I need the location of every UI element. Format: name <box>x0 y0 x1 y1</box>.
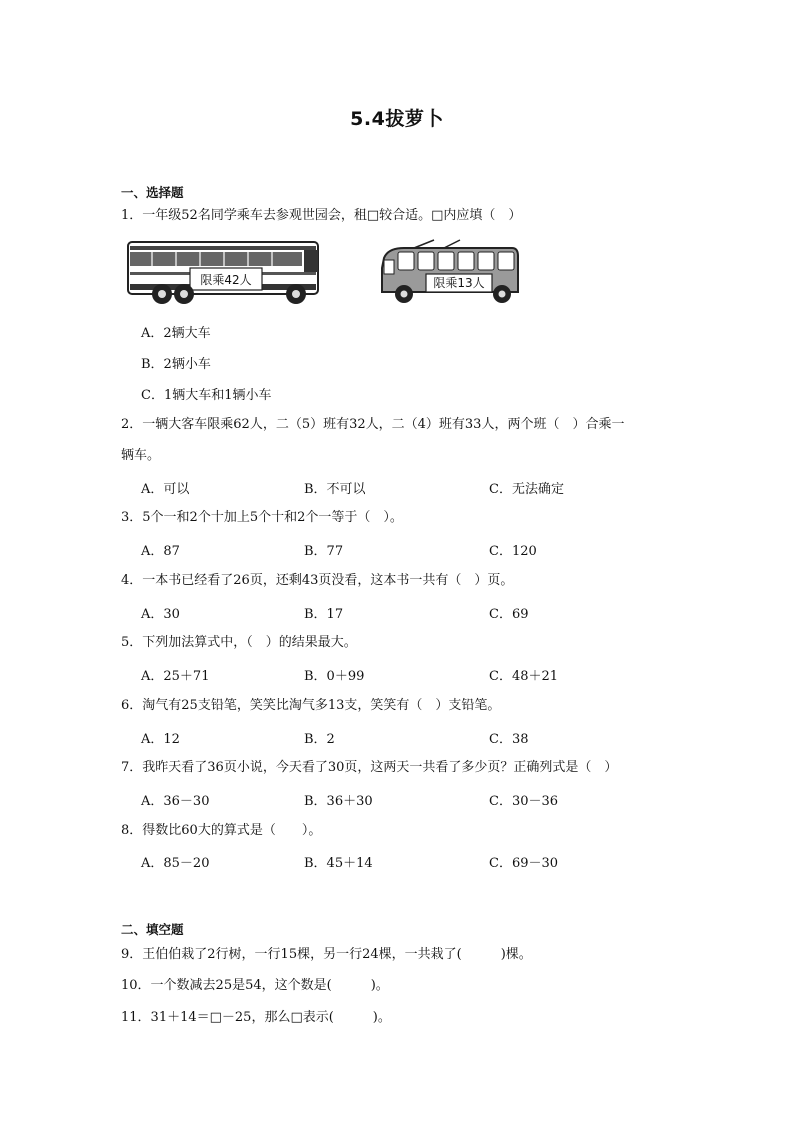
small-bus-sign: 限乘13人 <box>433 276 485 290</box>
question-6: 6．淘气有25支铅笔，笑笑比淘气多13支，笑笑有（ ）支铅笔。 <box>121 698 501 713</box>
q5-option-b: B．0＋99 <box>304 669 365 684</box>
section-heading-choice: 一、选择题 <box>121 185 184 200</box>
question-11: 11．31＋14＝□－25，那么□表示( )。 <box>121 1010 391 1025</box>
q7-option-b: B．36＋30 <box>304 794 373 809</box>
q1-option-b: B．2辆小车 <box>141 357 211 372</box>
q2-option-c: C．无法确定 <box>489 482 564 497</box>
q4-option-a: A．30 <box>141 607 180 622</box>
question-8: 8．得数比60大的算式是（ ）。 <box>121 823 322 838</box>
q3-option-b: B．77 <box>304 544 344 559</box>
question-4: 4．一本书已经看了26页，还剩43页没看，这本书一共有（ ）页。 <box>121 573 514 588</box>
q7-option-a: A．36－30 <box>141 794 210 809</box>
question-5: 5．下列加法算式中，（ ）的结果最大。 <box>121 635 357 650</box>
q4-option-b: B．17 <box>304 607 344 622</box>
question-7: 7．我昨天看了36页小说，今天看了30页，这两天一共看了多少页？正确列式是（ ） <box>121 760 618 775</box>
question-3: 3．5个一和2个十加上5个十和2个一等于（ ）。 <box>121 510 403 525</box>
page-title: 5.4拔萝卜 <box>350 108 444 130</box>
q8-option-c: C．69－30 <box>489 856 559 871</box>
q5-option-c: C．48＋21 <box>489 669 559 684</box>
q5-option-a: A．25＋71 <box>141 669 210 684</box>
question-1: 1．一年级52名同学乘车去参观世园会，租□较合适。□内应填（ ） <box>121 208 522 223</box>
big-bus-sign: 限乘42人 <box>200 273 252 287</box>
q8-option-a: A．85－20 <box>141 856 210 871</box>
q6-option-a: A．12 <box>141 732 180 747</box>
question-9: 9．王伯伯栽了2行树，一行15棵，另一行24棵，一共栽了( )棵。 <box>121 947 532 962</box>
q8-option-b: B．45＋14 <box>304 856 373 871</box>
small-bus-image <box>374 238 524 306</box>
q6-option-b: B．2 <box>304 732 335 747</box>
q1-option-c: C．1辆大车和1辆小车 <box>141 388 272 403</box>
question-10: 10．一个数减去25是54，这个数是( )。 <box>121 978 389 993</box>
q6-option-c: C．38 <box>489 732 529 747</box>
q7-option-c: C．30－36 <box>489 794 559 809</box>
q2-option-a: A．可以 <box>141 482 190 497</box>
big-bus-image <box>124 238 326 308</box>
q4-option-c: C．69 <box>489 607 529 622</box>
q1-option-a: A．2辆大车 <box>141 326 211 341</box>
q3-option-a: A．87 <box>141 544 180 559</box>
q3-option-c: C．120 <box>489 544 537 559</box>
section-heading-fill-blank: 二、填空题 <box>121 922 184 937</box>
question-2-line-2: 辆车。 <box>121 448 161 463</box>
question-2-line-1: 2．一辆大客车限乘62人，二（5）班有32人，二（4）班有33人，两个班（ ）合乘一 <box>121 417 625 432</box>
q2-option-b: B．不可以 <box>304 482 366 497</box>
